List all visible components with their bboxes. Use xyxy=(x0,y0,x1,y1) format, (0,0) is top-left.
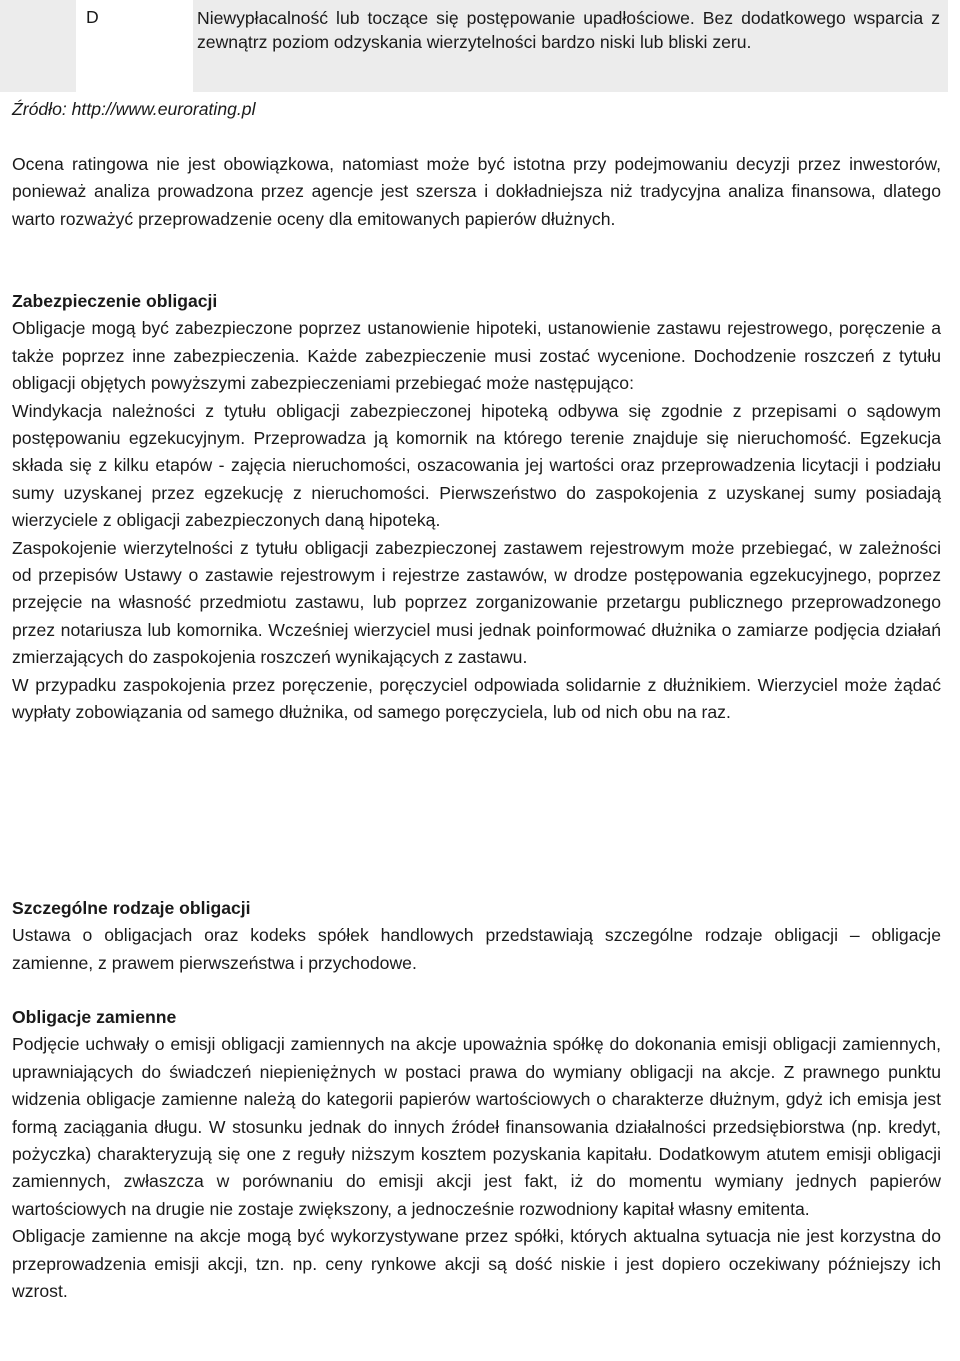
rating-description: Niewypłacalność lub toczące się postępowanie upadłościowe. Bez dodatkowego wsparcia z zewnątrz poziom odzyskania wierzytelności bardzo niski lub bliski zeru. xyxy=(193,0,948,92)
security-paragraph-3: Zaspokojenie wierzytelności z tytułu obligacji zabezpieczonej zastawem rejestrowym może przebiegać, w zależności od przepisów Ustawy o zastawie rejestrowym i rejestrze zastawów, w drodze postępowania egzekucyjnego, poprzez przejęcie na własność przedmiotu zastawu, lub poprzez zorganizowanie przetargu publicznego przeprowadzonego przez notariusza lub komornika. Wcześniej wierzyciel musi jednak poinformować dłużnika o zamiarze podjęcia działań zmierzających do zaspokojenia roszczeń wynikających z zastawu. xyxy=(12,537,941,668)
section-heading-special-types: Szczególne rodzaje obligacji xyxy=(12,898,251,918)
security-section xyxy=(12,288,941,727)
rating-grade-background xyxy=(0,0,76,92)
rating-grade: D xyxy=(86,7,99,27)
special-types-text: Ustawa o obligacjach oraz kodeks spółek handlowych przedstawiają szczególne rodzaje obligacji – obligacje zamienne, z prawem pierwszeństwa i przychodowe. xyxy=(12,925,941,973)
source-note: Źródło: http://www.eurorating.pl xyxy=(12,99,256,119)
section-heading-convertible: Obligacje zamienne xyxy=(12,1007,177,1027)
security-paragraph-4: W przypadku zaspokojenia przez poręczenie, poręczyciel odpowiada solidarnie z dłużnikiem. Wierzyciel może żądać wypłaty zobowiązania od samego dłużnika, od samego poręczyciela, lub od nich obu na raz. xyxy=(12,674,941,723)
convertible-paragraph-2: Obligacje zamienne na akcje mogą być wykorzystywane przez spółki, których aktualna sytuacja nie jest korzystna do przeprowadzenia emisji akcji, tzn. np. ceny rynkowe akcji są dość niskie i jest dopiero oczekiwany późniejszy ich wzrost. xyxy=(12,1226,941,1302)
intro-text: Ocena ratingowa nie jest obowiązkowa, natomiast może być istotna przy podejmowaniu decyzji przez inwestorów, ponieważ analiza prowadzona przez agencje jest szersza i dokładniejsza niż tradycyjna analiza finansowa, dlatego warto rozważyć przeprowadzenie oceny dla emitowanych papierów dłużnych. xyxy=(12,154,941,229)
intro-paragraph xyxy=(12,151,941,233)
special-types-section xyxy=(12,895,941,977)
security-paragraph-2: Windykacja należności z tytułu obligacji zabezpieczonej hipoteką odbywa się zgodnie z przepisami o sądowym postępowaniu egzekucyjnym. Przeprowadza ją komornik na którego terenie znajduje się nieruchomość. Egzekucja składa się z kilku etapów - zajęcia nieruchomości, oszacowania jej wartości oraz przeprowadzenia licytacji i podziału sumy uzyskanej przez egzekucję z nieruchomości. Pierwszeństwo do zaspokojenia z uzyskanej sumy posiadają wierzyciele z obligacji zabezpieczonych daną hipoteką. xyxy=(12,400,941,531)
rating-grade-cell xyxy=(0,0,180,92)
security-paragraph-1: Obligacje mogą być zabezpieczone poprzez ustanowienie hipoteki, ustanowienie zastawu rejestrowego, poręczenie a także poprzez inne zabezpieczenia. Każde zabezpieczenie musi zostać wycenione. Dochodzenie roszczeń z tytułu obligacji objętych powyższymi zabezpieczeniami przebiegać może następująco: xyxy=(12,318,941,394)
convertible-paragraph-1: Podjęcie uchwały o emisji obligacji zamiennych na akcje upoważnia spółkę do dokonania emisji obligacji zamiennych, uprawniających do świadczeń niepieniężnych w postaci prawa do wymiany obligacji na akcje. Z prawnego punktu widzenia obligacje zamienne należą do kategorii papierów wartościowych o charakterze dłużnym, gdyż ich emisja jest formą zaciągania długu. W stosunku jednak do innych źródeł finansowania działalności przedsiębiorstwa (np. kredyt, pożyczka) charakteryzują się one z reguły niższym kosztem pozyskania kapitału. Dodatkowym atutem emisji obligacji zamiennych, zwłaszcza w porównaniu do emisji akcji jest fakt, iż do momentu wymiany jednych papierów wartościowych na drugie nie zostaje zwiększony, a jednocześnie rozwodniony kapitał własny emitenta. xyxy=(12,1034,941,1219)
section-heading-security: Zabezpieczenie obligacji xyxy=(12,291,218,311)
convertible-section xyxy=(12,1004,941,1305)
